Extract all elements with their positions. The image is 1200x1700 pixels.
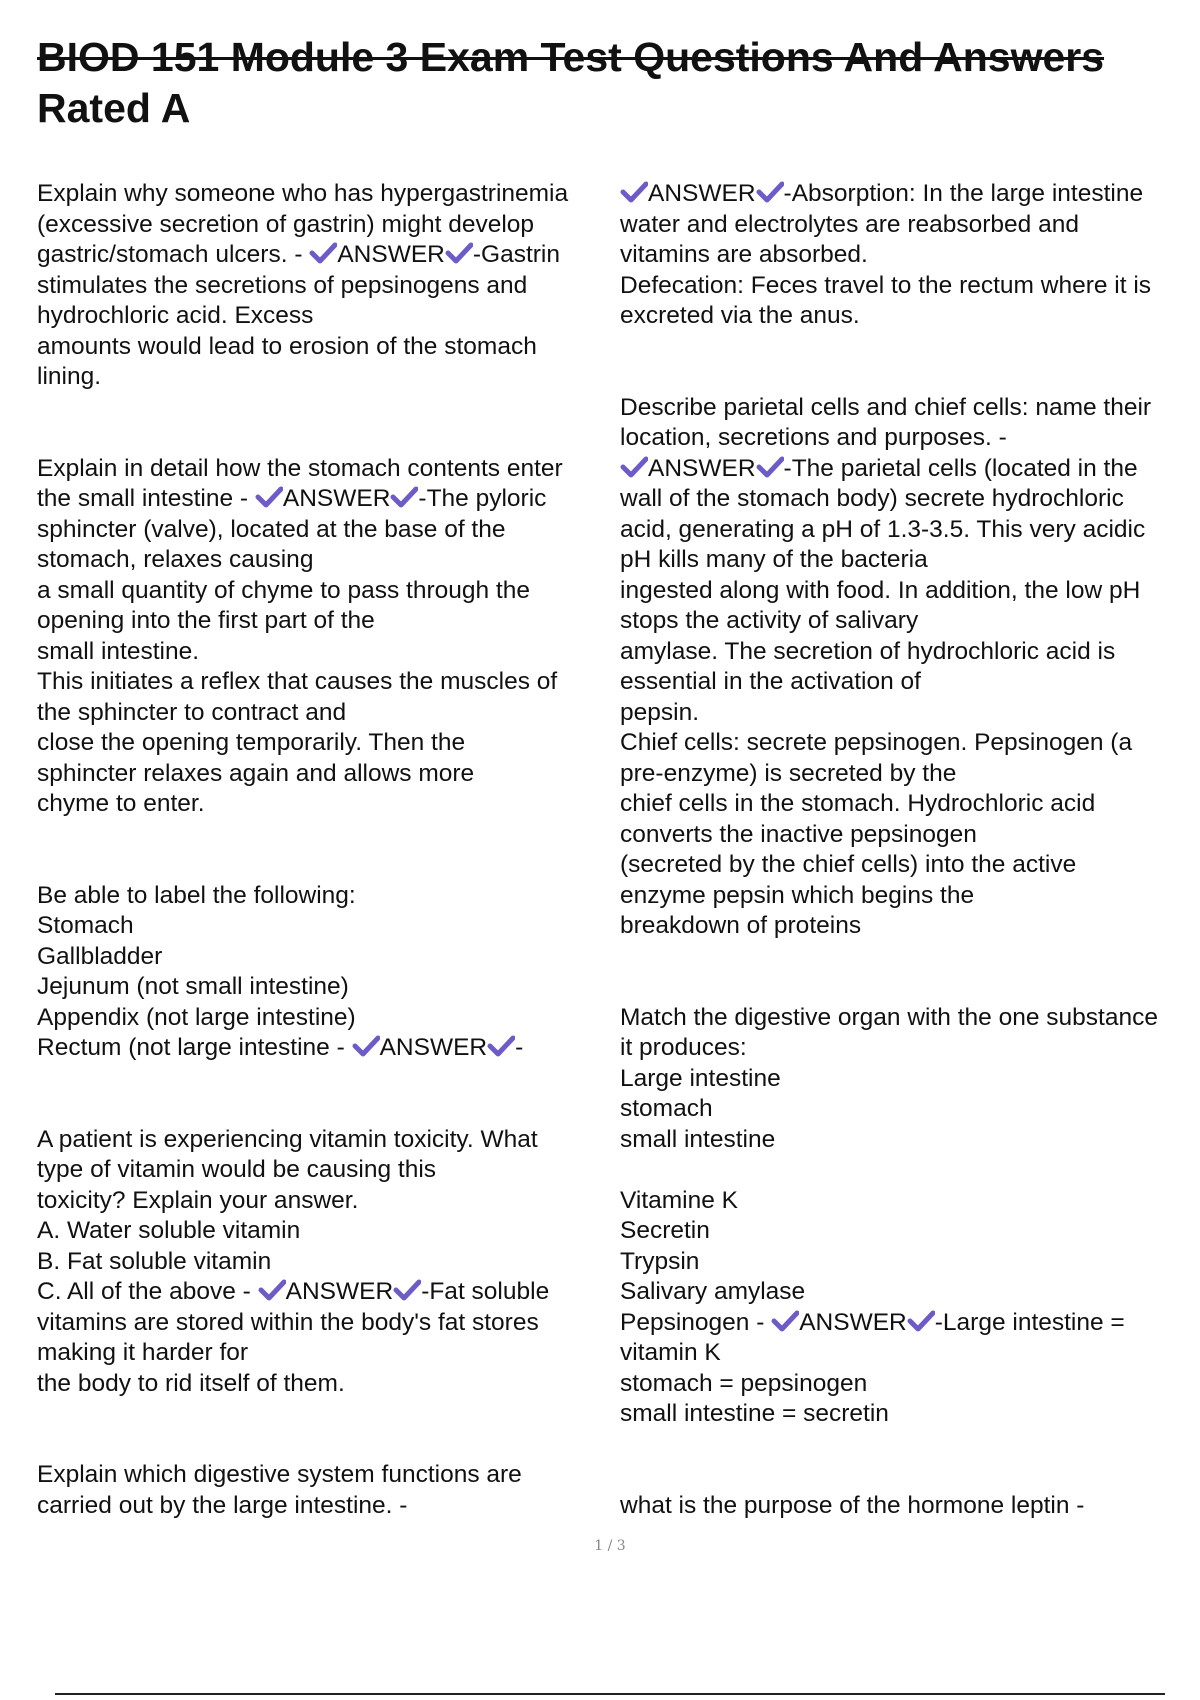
answer-text: -Large intestine =	[934, 1308, 1125, 1336]
text-line: A. Water soluble vitamin	[37, 1217, 301, 1244]
question-parietal-chief-cells	[620, 393, 1190, 942]
question-match-organ	[620, 1003, 1190, 1430]
text-line: close the opening temporarily. Then the	[37, 729, 466, 756]
question-text: Rectum (not large intestine -	[37, 1034, 345, 1061]
text-line: Chief cells: secrete pepsinogen. Pepsinogen (a	[620, 729, 1133, 756]
text-line: pre-enzyme) is secreted by the	[620, 759, 957, 787]
answer-text: -	[515, 1034, 524, 1061]
text-line: vitamin K	[620, 1339, 721, 1366]
answer-large-intestine	[620, 179, 1190, 332]
text-line: ingested along with food. In addition, the low pH	[620, 576, 1141, 604]
text-line: stomach	[620, 1095, 713, 1122]
text-line: it produces:	[620, 1034, 747, 1061]
text-line: Stomach	[37, 912, 134, 939]
text-line: vitamins are stored within the body's fat stores	[37, 1308, 539, 1336]
answer-text: -Gastrin	[472, 241, 560, 268]
answer-label: ANSWER	[648, 454, 756, 482]
answer-line	[37, 1033, 612, 1064]
answer-line	[620, 179, 1190, 210]
check-mark-icon	[620, 180, 648, 204]
check-mark-icon	[352, 1034, 380, 1058]
answer-line	[37, 240, 612, 271]
question-vitamin-toxicity	[37, 1125, 612, 1400]
text-line: Secretin	[620, 1217, 710, 1244]
text-line: Jejunum (not small intestine)	[37, 973, 349, 1000]
check-mark-icon	[756, 455, 784, 479]
text-line: stimulates the secretions of pepsinogens and	[37, 271, 528, 299]
text-line: Vitamine K	[620, 1186, 739, 1214]
text-line: stomach = pepsinogen	[620, 1369, 868, 1397]
text-line: pH kills many of the bacteria	[620, 546, 928, 573]
text-line: B. Fat soluble vitamin	[37, 1247, 272, 1275]
answer-line	[37, 484, 612, 515]
answer-text: -The parietal cells (located in the	[783, 454, 1138, 482]
text-line: converts the inactive pepsinogen	[620, 820, 977, 848]
check-mark-icon	[258, 1278, 286, 1302]
answer-line	[37, 1277, 612, 1308]
text-line: lining.	[37, 363, 102, 390]
text-line: sphincter (valve), located at the base of the	[37, 515, 506, 543]
text-line: Describe parietal cells and chief cells: name their	[620, 393, 1152, 421]
question-hypergastrinemia	[37, 179, 612, 393]
question-text: Pepsinogen -	[620, 1308, 765, 1336]
question-large-intestine	[37, 1460, 612, 1521]
question-text: C. All of the above -	[37, 1278, 251, 1305]
answer-label: ANSWER	[337, 241, 445, 268]
text-line: the body to rid itself of them.	[37, 1369, 345, 1397]
answer-label: ANSWER	[379, 1034, 488, 1061]
text-line: stomach, relaxes causing	[37, 546, 314, 573]
question-label-organs	[37, 881, 612, 1064]
text-line: Defecation: Feces travel to the rectum where it is	[620, 271, 1152, 299]
question-stomach-contents	[37, 454, 612, 820]
text-line: enzyme pepsin which begins the	[620, 881, 975, 909]
check-mark-icon	[487, 1034, 515, 1058]
text-line: making it harder for	[37, 1339, 249, 1366]
text-line: vitamins are absorbed.	[620, 241, 868, 268]
text-line: small intestine	[620, 1125, 776, 1153]
answer-text: -Absorption: In the large intestine	[783, 180, 1144, 207]
check-mark-icon	[620, 455, 648, 479]
text-line: a small quantity of chyme to pass through the	[37, 576, 530, 604]
answer-label: ANSWER	[282, 485, 391, 512]
answer-line	[620, 1308, 1190, 1339]
question-leptin	[620, 1491, 1190, 1522]
text-line: type of vitamin would be causing this	[37, 1156, 437, 1183]
text-line: carried out by the large intestine. -	[37, 1491, 408, 1519]
text-line: pepsin.	[620, 698, 700, 726]
answer-line	[620, 454, 1190, 485]
check-mark-icon	[393, 1278, 421, 1302]
text-line: wall of the stomach body) secrete hydrochloric	[620, 485, 1124, 512]
document-title	[37, 32, 1187, 134]
answer-text: -Fat soluble	[421, 1278, 550, 1305]
text-line: Explain which digestive system functions are	[37, 1461, 522, 1488]
text-line: (excessive secretion of gastrin) might develop	[37, 210, 535, 238]
text-line: Trypsin	[620, 1247, 700, 1275]
check-mark-icon	[390, 485, 418, 509]
answer-text: -The pyloric	[418, 485, 547, 512]
text-line: location, secretions and purposes. -	[620, 424, 1007, 451]
text-line: amounts would lead to erosion of the stomach	[37, 332, 537, 360]
text-line: Explain in detail how the stomach contents enter	[37, 454, 563, 482]
text-line: breakdown of proteins	[620, 912, 862, 939]
question-text: the small intestine -	[37, 485, 249, 512]
text-line: sphincter relaxes again and allows more	[37, 759, 475, 787]
footer-divider	[55, 1693, 1165, 1695]
check-mark-icon	[771, 1309, 799, 1333]
text-line: hydrochloric acid. Excess	[37, 302, 314, 329]
text-line: amylase. The secretion of hydrochloric acid is	[620, 637, 1116, 665]
text-line: water and electrolytes are reabsorbed and	[620, 210, 1079, 238]
text-line: acid, generating a pH of 1.3-3.5. This very acidic	[620, 515, 1146, 543]
text-line: stops the activity of salivary	[620, 607, 919, 634]
text-line: essential in the activation of	[620, 668, 921, 695]
text-line: chief cells in the stomach. Hydrochloric acid	[620, 790, 1096, 817]
left-column	[37, 179, 612, 1521]
check-mark-icon	[445, 241, 473, 265]
text-line: what is the purpose of the hormone leptin -	[620, 1491, 1085, 1519]
text-line: Explain why someone who has hypergastrinemia	[37, 180, 569, 207]
question-text: gastric/stomach ulcers. -	[37, 241, 303, 268]
text-line: chyme to enter.	[37, 790, 205, 817]
text-line: Large intestine	[620, 1064, 781, 1092]
right-column	[620, 179, 1190, 1521]
check-mark-icon	[907, 1309, 935, 1333]
text-line: small intestine = secretin	[620, 1400, 889, 1427]
text-line: Match the digestive organ with the one substance	[620, 1003, 1158, 1031]
text-line: excreted via the anus.	[620, 302, 860, 329]
page-number: 1 / 3	[594, 1538, 626, 1554]
title-line-2: Rated A	[37, 85, 191, 131]
check-mark-icon	[255, 485, 283, 509]
check-mark-icon	[309, 241, 337, 265]
answer-label: ANSWER	[648, 180, 756, 207]
text-line: opening into the first part of the	[37, 607, 375, 634]
text-line: small intestine.	[37, 637, 200, 665]
text-line: Be able to label the following:	[37, 881, 356, 909]
text-line: (secreted by the chief cells) into the active	[620, 851, 1077, 878]
text-line: Gallbladder	[37, 942, 163, 970]
text-line: A patient is experiencing vitamin toxicity. What	[37, 1125, 538, 1153]
text-line: Appendix (not large intestine)	[37, 1003, 356, 1031]
text-line: Salivary amylase	[620, 1278, 806, 1305]
answer-label: ANSWER	[285, 1278, 394, 1305]
answer-label: ANSWER	[799, 1308, 907, 1336]
text-line: toxicity? Explain your answer.	[37, 1186, 359, 1214]
text-line: This initiates a reflex that causes the muscles of	[37, 668, 558, 695]
title-line-1: BIOD 151 Module 3 Exam Test Questions And Answers	[37, 34, 1105, 80]
text-line: the sphincter to contract and	[37, 698, 347, 726]
check-mark-icon	[756, 180, 784, 204]
